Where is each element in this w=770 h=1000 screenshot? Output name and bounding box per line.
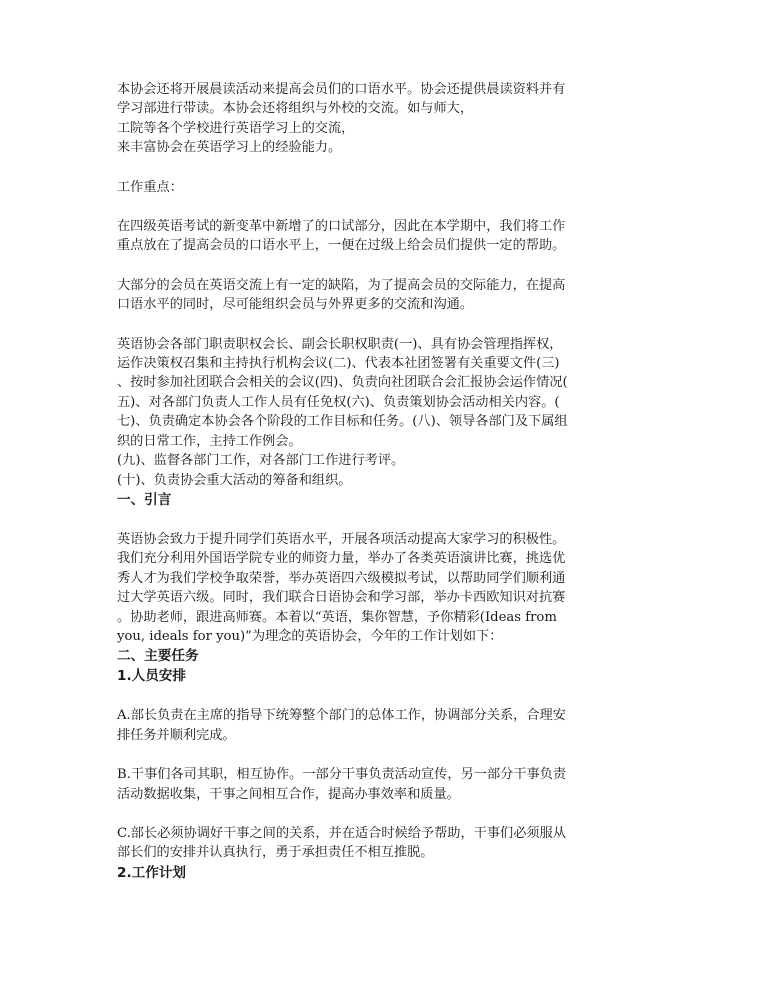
- text-line: 工作重点：: [117, 179, 183, 195]
- heading-work-plan: 2.工作计划: [117, 864, 186, 881]
- text-line: A.部长负责在主席的指导下统筹整个部门的总体工作，协调部分关系，合理安: [117, 708, 566, 724]
- paragraph-introduction: [117, 530, 665, 646]
- text-line: 部长们的安排并认真执行，勇于承担责任不相互推脱。: [117, 845, 434, 861]
- text-line: 运作决策权召集和主持执行机构会议(二)、代表本社团签署有关重要文件(三): [117, 356, 560, 372]
- paragraph-morning-reading: [117, 80, 665, 158]
- text-line: 工院等各个学校进行英语学习上的交流，: [117, 120, 355, 136]
- text-line: (十)、负责协会重大活动的筹备和组织。: [117, 472, 352, 488]
- paragraph-communication: [117, 276, 665, 315]
- text-line: 大部分的会员在英语交流上有一定的缺陷，为了提高会员的交际能力，在提高: [117, 277, 566, 293]
- text-line: B.干事们各司其职，相互协作。一部分干事负责活动宣传，另一部分干事负责: [117, 767, 567, 783]
- text-line: 七)、负责确定本协会各个阶段的工作目标和任务。(八)、领导各部门及下属组: [117, 414, 568, 430]
- document-body: [117, 80, 665, 883]
- text-line: 学习部进行带读。本协会还将组织与外校的交流。如与师大，: [117, 101, 474, 117]
- text-line: 在四级英语考试的新变革中新增了的口试部分，因此在本学期中，我们将工作: [117, 219, 566, 235]
- text-line: 活动数据收集，干事之间相互合作，提高办事效率和质量。: [117, 786, 460, 802]
- text-line: 过大学英语六级。同时，我们联合日语协会和学习部，举办卡西欧知识对抗赛: [117, 590, 566, 606]
- text-line: 、按时参加社团联合会相关的会议(四)、负责向社团联合会汇报协会运作情况(: [117, 375, 568, 391]
- text-line: 我们充分利用外国语学院专业的师资力量，举办了各类英语演讲比赛，挑选优: [117, 551, 566, 567]
- text-line: 排任务并顺利完成。: [117, 727, 236, 743]
- heading-introduction: 一、引言: [117, 491, 172, 508]
- text-line: C.部长必须协调好干事之间的关系，并在适合时候给予帮助，干事们必须服从: [117, 825, 566, 841]
- paragraph-item-c: [117, 824, 665, 863]
- text-line: (九)、监督各部门工作，对各部门工作进行考评。: [117, 453, 405, 469]
- text-line: 重点放在了提高会员的口语水平上，一便在过级上给会员们提供一定的帮助。: [117, 238, 566, 254]
- text-line: 口语水平的同时，尽可能组织会员与外界更多的交流和沟通。: [117, 297, 474, 313]
- heading-staffing: 1.人员安排: [117, 668, 186, 685]
- paragraph-department-duties: [117, 335, 665, 490]
- paragraph-oral-test: [117, 217, 665, 256]
- heading-main-tasks: 二、主要任务: [117, 648, 199, 665]
- paragraph-work-focus-label: [117, 178, 665, 197]
- text-line: 本协会还将开展晨读活动来提高会员们的口语水平。协会还提供晨读资料并有: [117, 82, 566, 97]
- text-line: 织的日常工作，主持工作例会。: [117, 433, 302, 449]
- text-line: 秀人才为我们学校争取荣誉，举办英语四六级模拟考试，以帮助同学们顺利通: [117, 570, 566, 586]
- paragraph-item-b: [117, 765, 665, 804]
- text-line: 英语协会致力于提升同学们英语水平，开展各项活动提高大家学习的积极性。: [117, 531, 566, 547]
- text-line: 五)、对各部门负责人工作人员有任免权(六)、负责策划协会活动相关内容。(: [117, 394, 560, 410]
- paragraph-item-a: [117, 706, 665, 745]
- text-line: 来丰富协会在英语学习上的经验能力。: [117, 140, 342, 156]
- text-line: you, ideals for you)”为理念的英语协会，今年的工作计划如下：: [117, 628, 503, 644]
- text-line: 。协助老师，跟进高师赛。本着以“英语，集你智慧，予你精彩(Ideas from: [117, 609, 557, 625]
- text-line: 英语协会各部门职责职权会长、副会长职权职责(一)、具有协会管理指挥权，: [117, 336, 563, 352]
